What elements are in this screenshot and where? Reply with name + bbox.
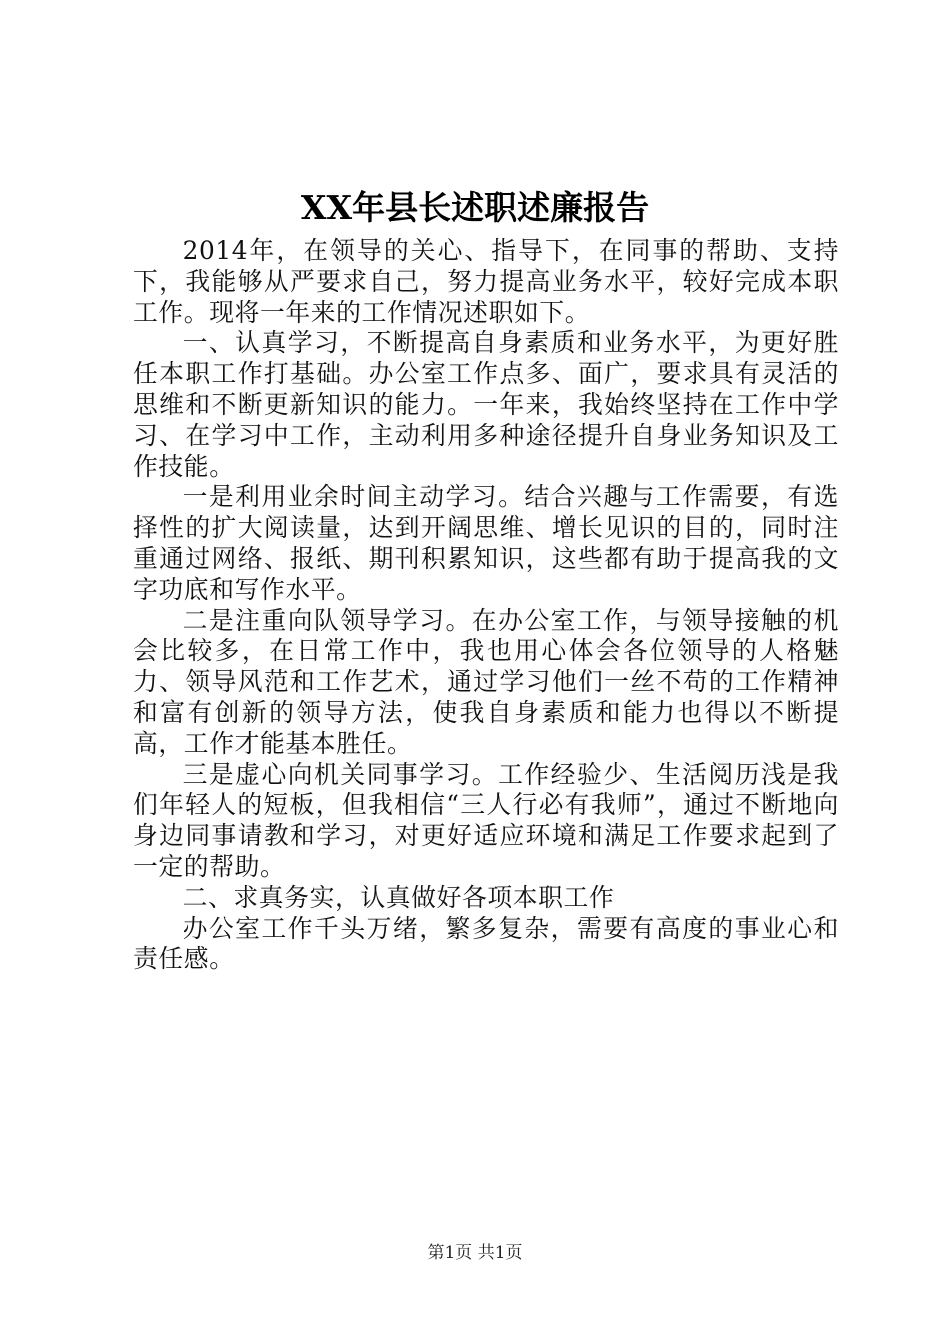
paragraph-section-2-heading: 二、求真务实，认真做好各项本职工作 bbox=[182, 882, 615, 912]
paragraph-intro: 2014年，在领导的关心、指导下，在同事的帮助、支持下，我能够从严要求自己，努力提高业务水平，较好完成本职工作。现将一年来的工作情况述职如下。 bbox=[133, 236, 839, 327]
paragraph-point-1: 一是利用业余时间主动学习。结合兴趣与工作需要，有选择性的扩大阅读量，达到开阔思维、增长见识的目的，同时注重通过网络、报纸、期刊积累知识，这些都有助于提高我的文字功底和写作水平。 bbox=[133, 482, 839, 604]
document-body bbox=[133, 236, 839, 975]
paragraph-point-3: 三是虚心向机关同事学习。工作经验少、生活阅历浅是我们年轻人的短板，但我相信“三人行必有我师”，通过不断地向身边同事请教和学习，对更好适应环境和满足工作要求起到了一定的帮助。 bbox=[133, 759, 839, 881]
page-footer: 第1页 共1页 bbox=[427, 1243, 523, 1263]
paragraph-section-2-text: 办公室工作千头万绪，繁多复杂，需要有高度的事业心和责任感。 bbox=[133, 913, 839, 974]
paragraph-section-1: 一、认真学习，不断提高自身素质和业务水平，为更好胜任本职工作打基础。办公室工作点多、面广，要求具有灵活的思维和不断更新知识的能力。一年来，我始终坚持在工作中学习、在学习中工作，主动利用多种途径提升自身业务知识及工作技能。 bbox=[133, 328, 839, 481]
paragraph-point-2: 二是注重向队领导学习。在办公室工作，与领导接触的机会比较多，在日常工作中，我也用心体会各位领导的人格魅力、领导风范和工作艺术，通过学习他们一丝不苟的工作精神和富有创新的领导方法，使我自身素质和能力也得以不断提高，工作才能基本胜任。 bbox=[133, 605, 839, 758]
document-title: XX年县长述职述廉报告 bbox=[300, 188, 650, 227]
